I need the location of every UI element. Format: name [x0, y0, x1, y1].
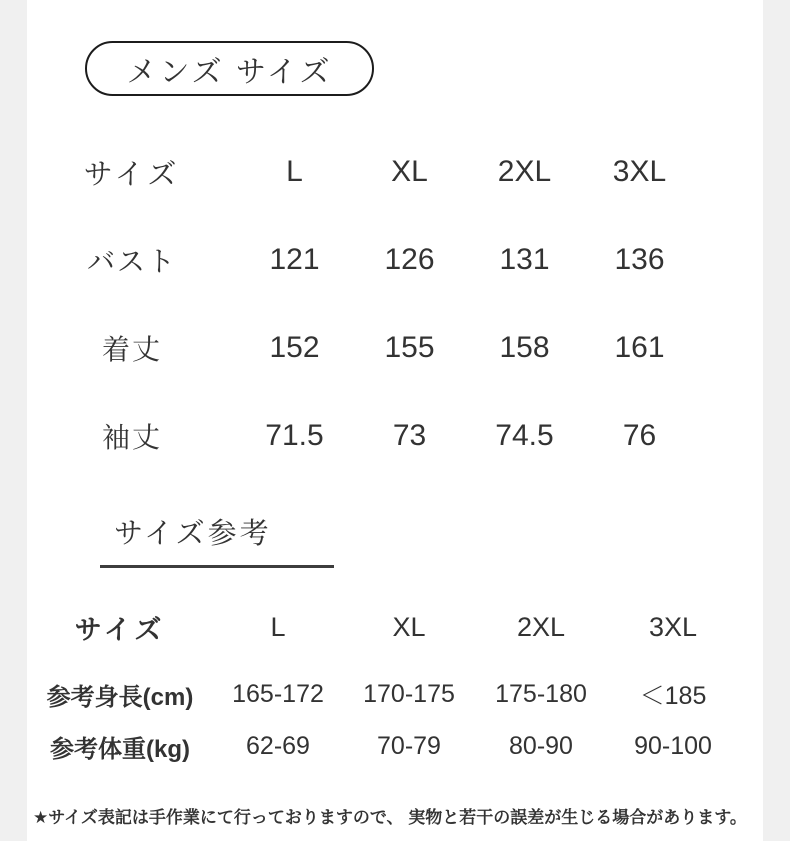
sleeve-value-xl: 73	[392, 419, 427, 452]
ref-table-header-xl: XL	[392, 611, 426, 642]
size-table-header-3xl: 3XL	[612, 155, 667, 188]
left-margin-strip	[0, 0, 27, 841]
length-value-l: 152	[269, 331, 320, 364]
ref-height-value-l: 165-172	[232, 679, 324, 708]
disclaimer-note: ★サイズ表記は手作業にて行っておりますので、 実物と若干の誤差が生じる場合があります。	[33, 808, 747, 827]
ref-table-header-l: L	[270, 611, 286, 642]
bust-value-l: 121	[269, 243, 320, 276]
sleeve-value-3xl: 76	[622, 419, 657, 452]
bust-row-label: バスト	[86, 246, 177, 277]
length-row-label: 着丈	[101, 334, 162, 365]
length-value-xl: 155	[384, 331, 435, 364]
bust-value-3xl: 136	[614, 243, 665, 276]
ref-weight-value-xl: 70-79	[377, 731, 441, 760]
length-value-3xl: 161	[614, 331, 665, 364]
ref-table-header-size: サイズ	[74, 614, 166, 645]
bust-value-2xl: 131	[499, 243, 550, 276]
ref-height-value-3xl: ＜185	[639, 682, 707, 710]
size-table-header-l: L	[286, 155, 303, 188]
ref-weight-row-label: 参考体重(kg)	[50, 735, 190, 763]
size-reference-table	[27, 586, 739, 772]
size-table-header-2xl: 2XL	[497, 155, 552, 188]
sleeve-value-2xl: 74.5	[495, 419, 554, 452]
mens-size-table	[27, 128, 697, 480]
size-table-header-size: サイズ	[83, 158, 181, 191]
ref-height-row-label: 参考身長(cm)	[46, 683, 194, 711]
mens-size-title-label: メンズ サイズ	[126, 55, 333, 89]
ref-weight-value-2xl: 80-90	[509, 731, 573, 760]
length-value-2xl: 158	[499, 331, 550, 364]
sleeve-row-label: 袖丈	[101, 422, 162, 453]
ref-height-value-2xl: 175-180	[495, 679, 587, 708]
size-reference-heading	[100, 511, 334, 568]
mens-size-title-badge	[85, 41, 374, 96]
ref-table-header-2xl: 2XL	[516, 611, 566, 642]
right-margin-strip	[763, 0, 790, 841]
ref-weight-value-3xl: 90-100	[634, 731, 712, 760]
sleeve-value-l: 71.5	[265, 419, 324, 452]
size-table-header-xl: XL	[391, 155, 428, 188]
size-reference-heading-label: サイズ参考	[114, 518, 272, 550]
ref-height-value-xl: 170-175	[363, 679, 455, 708]
ref-table-header-3xl: 3XL	[648, 611, 698, 642]
bust-value-xl: 126	[384, 243, 435, 276]
ref-weight-value-l: 62-69	[246, 731, 310, 760]
